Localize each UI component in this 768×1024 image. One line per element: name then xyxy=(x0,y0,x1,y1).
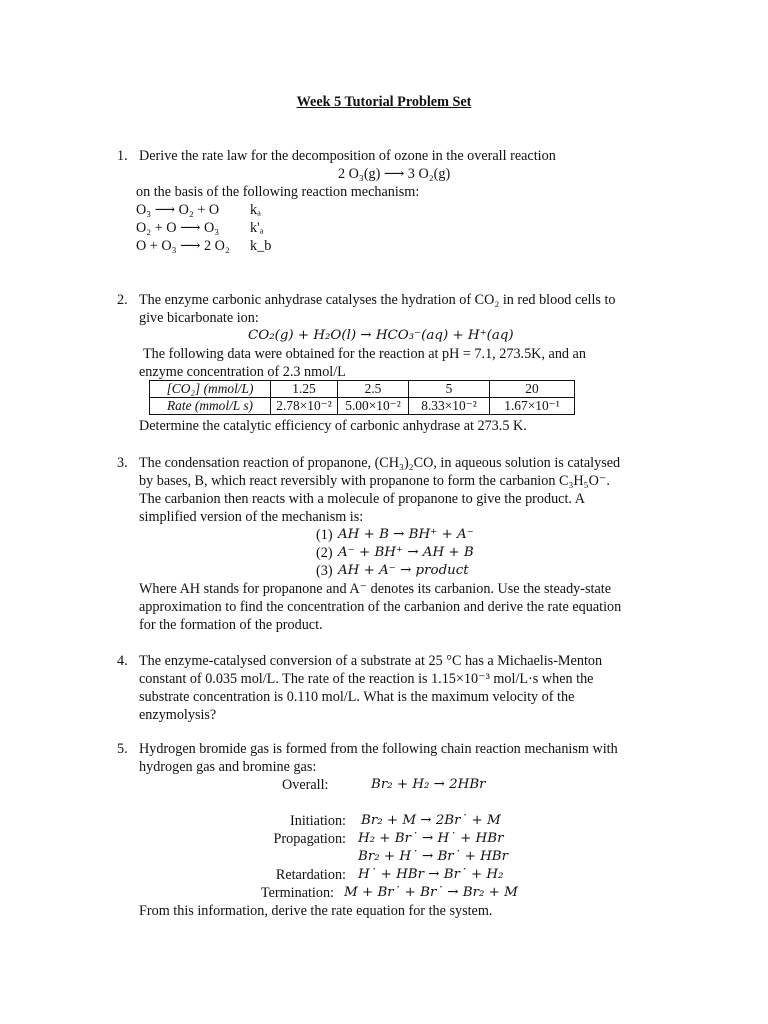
q3-line-3: The carbanion then reacts with a molecule of propanone to give the product. A xyxy=(139,491,585,507)
q2-line-1: The enzyme carbonic anhydrase catalyses the hydration of CO₂ in red blood cells to xyxy=(139,292,616,308)
q5-step-1-label: Initiation: xyxy=(290,813,346,829)
table-cell: 1.25 xyxy=(271,381,338,398)
q5-step-4-eq: H˙ + HBr → Br˙ + H₂ xyxy=(358,867,504,882)
q5-step-1-eq: Br₂ + M → 2Br˙ + M xyxy=(361,813,501,828)
q4-line-2: constant of 0.035 mol/L. The rate of the reaction is 1.15×10⁻³ mol/L·s when the xyxy=(139,671,594,687)
q3-line-2: by bases, B, which react reversibly with propanone to form the carbanion C₃H₅O⁻. xyxy=(139,473,610,489)
q3-mech-3-label: (3) xyxy=(316,563,333,579)
q5-overall-label: Overall: xyxy=(282,777,329,793)
table-cell: 1.67×10⁻¹ xyxy=(490,398,575,415)
q2-equation: CO₂(g) + H₂O(l) → HCO₃⁻(aq) + H⁺(aq) xyxy=(248,328,514,343)
q5-step-4-label: Retardation: xyxy=(275,867,346,883)
q5-question: From this information, derive the rate equation for the system. xyxy=(139,903,493,919)
q3-mech-1-label: (1) xyxy=(316,527,333,543)
table-row xyxy=(150,398,575,415)
q3-tail-2: approximation to find the concentration of the carbanion and derive the rate equation xyxy=(139,599,622,615)
q1-step-3: O + O₃ ⟶ 2 O₂ xyxy=(136,238,230,254)
q3-tail-3: for the formation of the product. xyxy=(139,617,323,633)
table-cell: 8.33×10⁻² xyxy=(409,398,490,415)
q2-line-4: enzyme concentration of 2.3 nmol/L xyxy=(139,364,346,380)
q1-step-2-k: k'ₐ xyxy=(250,220,264,236)
table-cell: 5 xyxy=(409,381,490,398)
q4-number: 4. xyxy=(117,653,128,669)
q3-line-4: simplified version of the mechanism is: xyxy=(139,509,364,525)
table-cell: 2.78×10⁻² xyxy=(271,398,338,415)
q5-number: 5. xyxy=(117,741,128,757)
q3-number: 3. xyxy=(117,455,128,471)
q3-line-1: The condensation reaction of propanone, (CH₃)₂CO, in aqueous solution is catalysed xyxy=(139,455,621,471)
q2-line-2: give bicarbonate ion: xyxy=(139,310,259,326)
table-cell: 5.00×10⁻² xyxy=(338,398,409,415)
q1-intro: Derive the rate law for the decomposition of ozone in the overall reaction xyxy=(139,148,556,164)
q5-step-2-label: Propagation: xyxy=(273,831,346,847)
q4-line-3: substrate concentration is 0.110 mol/L. What is the maximum velocity of the xyxy=(139,689,575,705)
table-row xyxy=(150,381,575,398)
q1-step-3-k: k_b xyxy=(250,238,272,254)
q2-question: Determine the catalytic efficiency of carbonic anhydrase at 273.5 K. xyxy=(139,418,527,434)
q3-mech-1-eq: AH + B → BH⁺ + A⁻ xyxy=(338,527,474,542)
q5-line-1: Hydrogen bromide gas is formed from the following chain reaction mechanism with xyxy=(139,741,618,757)
q1-overall-reaction: 2 O₃(g) ⟶ 3 O₂(g) xyxy=(338,166,451,182)
rate-data-table xyxy=(149,380,575,415)
q1-step-1-k: kₐ xyxy=(250,202,261,218)
q1-step-2: O₂ + O ⟶ O₃ xyxy=(136,220,220,236)
table-cell: 20 xyxy=(490,381,575,398)
table-header-co2: [CO₂] (mmol/L) xyxy=(150,381,271,398)
q5-step-5-eq: M + Br˙ + Br˙ → Br₂ + M xyxy=(344,885,518,900)
q1-step-1: O₃ ⟶ O₂ + O xyxy=(136,202,220,218)
q4-line-4: enzymolysis? xyxy=(139,707,217,723)
q4-line-1: The enzyme-catalysed conversion of a substrate at 25 °C has a Michaelis-Menton xyxy=(139,653,603,669)
q5-line-2: hydrogen gas and bromine gas: xyxy=(139,759,317,775)
q3-mech-2-label: (2) xyxy=(316,545,333,561)
q3-tail-1: Where AH stands for propanone and A⁻ denotes its carbanion. Use the steady-state xyxy=(139,581,611,597)
q3-mech-3-eq: AH + A⁻ → product xyxy=(338,563,469,578)
q3-mech-2-eq: A⁻ + BH⁺ → AH + B xyxy=(338,545,474,560)
q2-line-3: The following data were obtained for the reaction at pH = 7.1, 273.5K, and an xyxy=(143,346,586,362)
q5-step-3-eq: Br₂ + H˙ → Br˙ + HBr xyxy=(358,849,509,864)
q5-overall-eq: Br₂ + H₂ → 2HBr xyxy=(371,777,486,792)
q5-step-5-label: Termination: xyxy=(260,885,334,901)
q2-number: 2. xyxy=(117,292,128,308)
q5-step-2-eq: H₂ + Br˙ → H˙ + HBr xyxy=(358,831,504,846)
q1-number: 1. xyxy=(117,148,128,164)
page-title: Week 5 Tutorial Problem Set xyxy=(296,94,472,110)
q1-basis: on the basis of the following reaction mechanism: xyxy=(136,184,420,200)
table-cell: 2.5 xyxy=(338,381,409,398)
table-header-rate: Rate (mmol/L s) xyxy=(150,398,271,415)
